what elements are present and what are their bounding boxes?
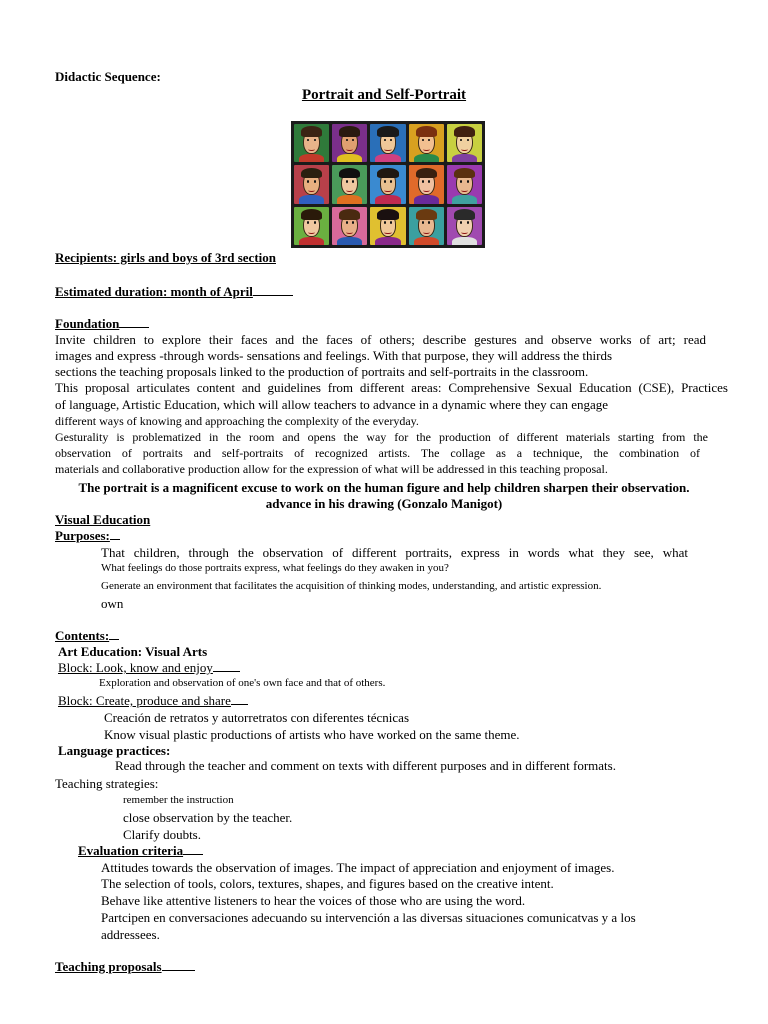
strategy-item: Clarify doubts. (123, 827, 201, 842)
portrait-body (375, 154, 400, 162)
strategy-item: close observation by the teacher. (123, 810, 293, 825)
portrait-tile (370, 124, 405, 162)
foundation-line: This proposal articulates content and guidelines from different areas: Comprehensive Sexual Education (CSE), Practices (55, 380, 728, 395)
portrait-body (375, 195, 400, 203)
recipients-heading: Recipients: girls and boys of 3rd section (55, 250, 276, 265)
portrait-body (452, 154, 477, 162)
foundation-line: Invite children to explore their faces and the faces of others; describe gestures and observe works of art; read (55, 332, 706, 347)
portrait-mouth (308, 230, 315, 233)
portrait-mouth (384, 148, 391, 151)
portrait-mouth (346, 230, 353, 233)
purpose-item-continuation: own (101, 596, 124, 611)
foundation-line: Gesturality is problematized in the room and opens the way for the production of different materials starting from the (55, 430, 708, 444)
language-item: Read through the teacher and comment on texts with different purposes and in different formats. (115, 758, 616, 773)
portrait-eye (346, 139, 348, 142)
portrait-tile (294, 124, 329, 162)
portrait-tile (332, 124, 367, 162)
contents-heading: Contents: (55, 628, 119, 644)
block-item: Know visual plastic productions of artists who have worked on the same theme. (104, 727, 520, 742)
portrait-body (299, 195, 324, 203)
portrait-eye (467, 180, 469, 183)
art-education-heading: Art Education: Visual Arts (58, 644, 208, 659)
portrait-tile (409, 165, 444, 203)
portrait-hair (377, 126, 398, 137)
block-look-know-enjoy: Block: Look, know and enjoy (58, 660, 240, 676)
portrait-eye (314, 180, 316, 183)
portrait-body (337, 154, 362, 162)
quote-line: advance in his drawing (Gonzalo Manigot) (265, 496, 503, 511)
block-create-produce-share: Block: Create, produce and share (58, 693, 248, 709)
portrait-hair (339, 126, 360, 137)
portrait-hair (454, 168, 475, 179)
portrait-hair (301, 126, 322, 137)
portrait-tile (447, 124, 482, 162)
portrait-hair (339, 168, 360, 179)
foundation-line: different ways of knowing and approaching the complexity of the everyday. (55, 414, 419, 428)
evaluation-item: Partcipen en conversaciones adecuando su intervención a las diversas situaciones comunicatvas y a los (101, 910, 636, 925)
portrait-hair (301, 209, 322, 220)
portrait-hair (454, 209, 475, 220)
purpose-item-continuation: What feelings do those portraits express, what feelings do they awaken in you? (101, 562, 449, 574)
portrait-hair (416, 209, 437, 220)
evaluation-item: Behave like attentive listeners to hear the voices of those who are using the word. (101, 893, 526, 908)
evaluation-item: Attitudes towards the observation of images. The impact of appreciation and enjoyment of images. (101, 860, 615, 875)
foundation-line: observation of portraits and self-portraits of recognized artists. The collage as a technique, the combination of (55, 446, 700, 460)
foundation-line: of language, Artistic Education, which will allow teachers to advance in a dynamic where they can engage (55, 397, 609, 412)
portrait-body (299, 237, 324, 245)
portrait-mouth (384, 230, 391, 233)
portrait-eye (384, 180, 386, 183)
purpose-item: Generate an environment that facilitates the acquisition of thinking modes, understanding, and artistic expression. (101, 580, 602, 592)
portrait-tile (409, 207, 444, 245)
portrait-body (414, 154, 439, 162)
teaching-proposals-heading: Teaching proposals (55, 959, 195, 975)
portrait-body (337, 195, 362, 203)
foundation-line: sections the teaching proposals linked to the production of portraits and self-portraits in the classroom. (55, 364, 589, 379)
portrait-hair (416, 168, 437, 179)
portrait-body (414, 237, 439, 245)
foundation-line: images and express -through words- sensations and feelings. With that purpose, they will address the thirds (55, 348, 613, 363)
portrait-body (452, 195, 477, 203)
portrait-eye (467, 139, 469, 142)
portrait-tile (447, 207, 482, 245)
portrait-hair (301, 168, 322, 179)
portrait-body (452, 237, 477, 245)
portrait-eye (352, 180, 354, 183)
foundation-heading: Foundation (55, 316, 149, 332)
block-item: Exploration and observation of one's own face and that of others. (99, 677, 386, 689)
portrait-mouth (461, 230, 468, 233)
portrait-eye (346, 180, 348, 183)
portrait-eye (467, 221, 469, 224)
portrait-body (414, 195, 439, 203)
portrait-hair (416, 126, 437, 137)
portrait-tile (370, 207, 405, 245)
portrait-hair (377, 209, 398, 220)
portraits-collage-image (291, 121, 485, 248)
portrait-tile (447, 165, 482, 203)
visual-education-heading: Visual Education (55, 512, 151, 527)
portrait-hair (377, 168, 398, 179)
portrait-eye (422, 180, 424, 183)
portrait-tile (294, 165, 329, 203)
duration-heading: Estimated duration: month of April (55, 284, 293, 300)
foundation-line: materials and collaborative production allow for the expression of what will be addressed in this teaching proposal. (55, 462, 608, 476)
evaluation-item: The selection of tools, colors, textures, shapes, and figures based on the creative intent. (101, 876, 554, 891)
portrait-tile (294, 207, 329, 245)
portrait-mouth (461, 148, 468, 151)
portrait-eye (314, 139, 316, 142)
portrait-body (299, 154, 324, 162)
strategy-item: remember the instruction (123, 794, 234, 806)
portrait-body (375, 237, 400, 245)
portrait-mouth (423, 148, 430, 151)
evaluation-heading: Evaluation criteria (78, 843, 203, 859)
language-practices-heading: Language practices: (58, 743, 171, 758)
portrait-eye (384, 221, 386, 224)
portrait-eye (352, 221, 354, 224)
block-item: Creación de retratos y autorretratos con diferentes técnicas (104, 710, 409, 725)
portrait-body (337, 237, 362, 245)
purpose-item: That children, through the observation of different portraits, express in words what they see, what (101, 545, 688, 560)
portrait-tile (370, 165, 405, 203)
quote-line: The portrait is a magnificent excuse to work on the human figure and help children sharpen their observation. (78, 480, 690, 495)
portrait-mouth (423, 230, 430, 233)
strategies-heading: Teaching strategies: (55, 776, 159, 791)
purposes-heading: Purposes: (55, 528, 120, 544)
sequence-label: Didactic Sequence: (55, 69, 161, 84)
portrait-tile (332, 165, 367, 203)
portrait-eye (384, 139, 386, 142)
portrait-hair (339, 209, 360, 220)
page-title: Portrait and Self-Portrait (301, 87, 467, 103)
portrait-eye (390, 180, 392, 183)
portrait-eye (422, 221, 424, 224)
evaluation-item-continuation: addressees. (101, 927, 160, 942)
portrait-eye (314, 221, 316, 224)
portrait-hair (454, 126, 475, 137)
portrait-tile (332, 207, 367, 245)
portrait-eye (346, 221, 348, 224)
portrait-tile (409, 124, 444, 162)
